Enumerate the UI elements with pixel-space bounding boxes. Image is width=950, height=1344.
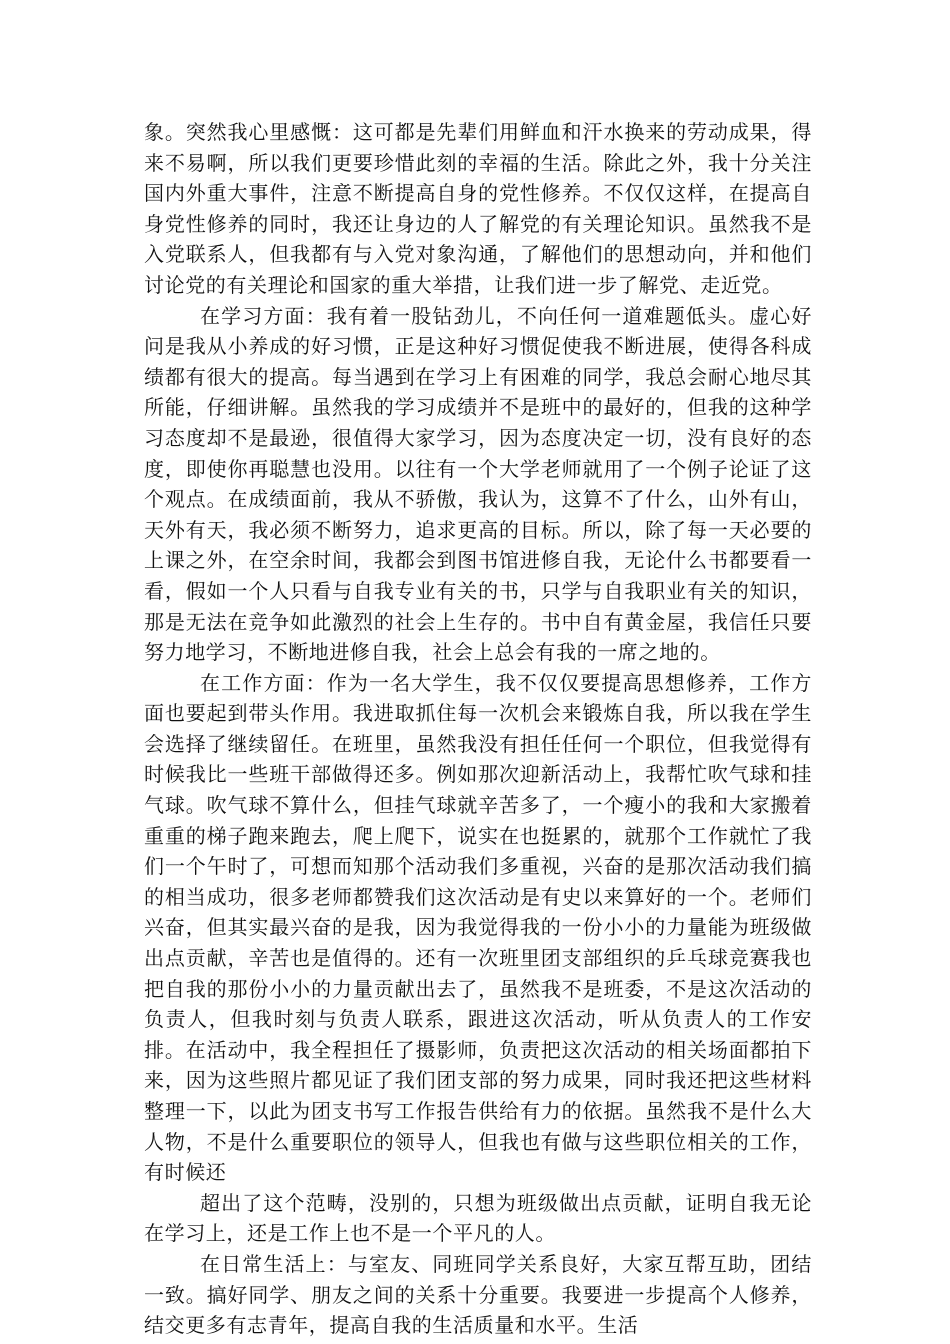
paragraph-work-continued: 超出了这个范畴，没别的，只想为班级做出点贡献，证明自我无论在学习上，还是工作上也不是一个平凡的人。 <box>144 1190 812 1246</box>
paragraph-daily-life: 在日常生活上：与室友、同班同学关系良好，大家互帮互助，团结一致。搞好同学、朋友之间的关系十分重要。我要进一步提高个人修养，结交更多有志青年，提高自我的生活质量和水平。生活 <box>144 1251 812 1338</box>
document-body <box>144 117 812 1341</box>
paragraph-party-awareness: 象。突然我心里感慨：这可都是先辈们用鲜血和汗水换来的劳动成果，得来不易啊，所以我们更要珍惜此刻的幸福的生活。除此之外，我十分关注国内外重大事件，注意不断提高自身的党性修养。不仅仅这样，在提高自身党性修养的同时，我还让身边的人了解党的有关理论知识。虽然我不是入党联系人，但我都有与入党对象沟通，了解他们的思想动向，并和他们讨论党的有关理论和国家的重大举措，让我们进一步了解党、走近党。 <box>144 120 812 297</box>
paragraph-work: 在工作方面：作为一名大学生，我不仅仅要提高思想修养，工作方面也要起到带头作用。我进取抓住每一次机会来锻炼自我，所以我在学生会选择了继续留任。在班里，虽然我没有担任任何一个职位，但我觉得有时候我比一些班干部做得还多。例如那次迎新活动上，我帮忙吹气球和挂气球。吹气球不算什么，但挂气球就辛苦多了，一个瘦小的我和大家搬着重重的梯子跑来跑去，爬上爬下，说实在也挺累的，就那个工作就忙了我们一个午时了，可想而知那个活动我们多重视，兴奋的是那次活动我们搞的相当成功，很多老师都赞我们这次活动是有史以来算好的一个。老师们兴奋，但其实最兴奋的是我，因为我觉得我的一份小小的力量能为班级做出点贡献，辛苦也是值得的。还有一次班里团支部组织的乒乓球竞赛我也把自我的那份小小的力量贡献出去了，虽然我不是班委，不是这次活动的负责人，但我时刻与负责人联系，跟进这次活动，听从负责人的工作安排。在活动中，我全程担任了摄影师，负责把这次活动的相关场面都拍下来，因为这些照片都见证了我们团支部的努力成果，同时我还把这些材料整理一下，以此为团支书写工作报告供给有力的依据。虽然我不是什么大人物，不是什么重要职位的领导人，但我也有做与这些职位相关的工作，有时候还 <box>144 670 812 1185</box>
paragraph-study: 在学习方面：我有着一股钻劲儿，不向任何一道难题低头。虚心好问是我从小养成的好习惯，正是这种好习惯促使我不断进展，使得各科成绩都有很大的提高。每当遇到在学习上有困难的同学，我总会耐心地尽其所能，仔细讲解。虽然我的学习成绩并不是班中的最好的，但我的这种学习态度却不是最逊，很值得大家学习，因为态度决定一切，没有良好的态度，即使你再聪慧也没用。以往有一个大学老师就用了一个例子论证了这个观点。在成绩面前，我从不骄傲，我认为，这算不了什么，山外有山，天外有天，我必须不断努力，追求更高的目标。所以，除了每一天必要的上课之外，在空余时间，我都会到图书馆进修自我，无论什么书都要看一看，假如一个人只看与自我专业有关的书，只学与自我职业有关的知识，那是无法在竞争如此激烈的社会上生存的。书中自有黄金屋，我信任只要努力地学习，不断地进修自我，社会上总会有我的一席之地的。 <box>144 303 812 665</box>
